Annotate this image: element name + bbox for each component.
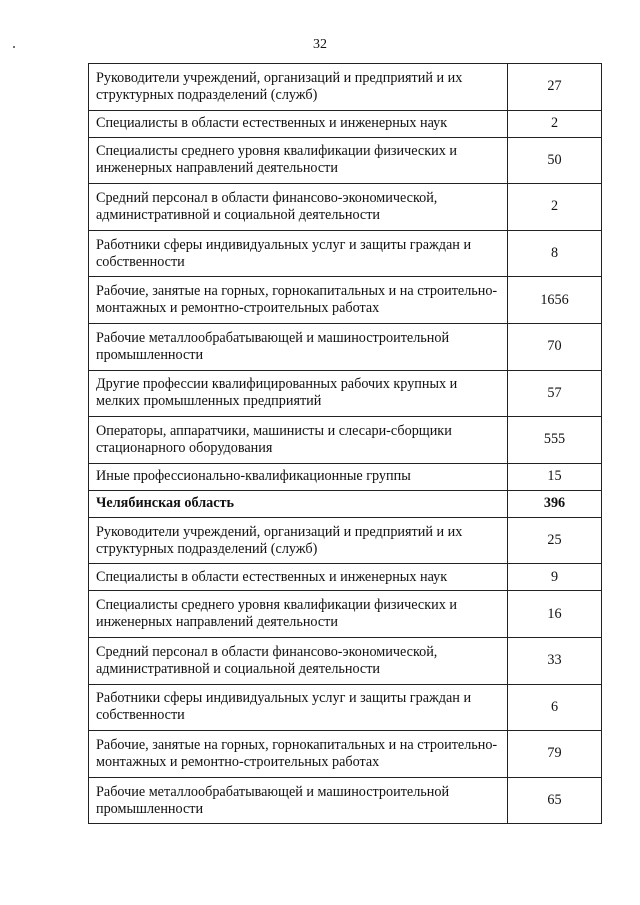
row-value: 2	[508, 110, 602, 137]
row-label: Иные профессионально-квалификационные группы	[89, 463, 508, 490]
row-value: 25	[508, 517, 602, 564]
row-label: Специалисты в области естественных и инженерных наук	[89, 110, 508, 137]
page-number: 32	[313, 37, 327, 52]
row-label: Средний персонал в области финансово-экономической, административной и социальной деятельности	[89, 184, 508, 231]
row-value: 1656	[508, 277, 602, 324]
row-label: Специалисты среднего уровня квалификации физических и инженерных направлений деятельности	[89, 591, 508, 638]
statistics-table	[88, 63, 602, 824]
row-label: Руководители учреждений, организаций и предприятий и их структурных подразделений (служб)	[89, 517, 508, 564]
row-value: 16	[508, 591, 602, 638]
row-value: 2	[508, 184, 602, 231]
row-value: 57	[508, 370, 602, 417]
table-row	[89, 184, 602, 231]
row-label: Рабочие металлообрабатывающей и машиностроительной промышленности	[89, 777, 508, 824]
row-label: Операторы, аппаратчики, машинисты и слесари-сборщики стационарного оборудования	[89, 417, 508, 464]
table-row	[89, 517, 602, 564]
table-row	[89, 64, 602, 111]
row-value: 15	[508, 463, 602, 490]
table-row	[89, 417, 602, 464]
table-row	[89, 731, 602, 778]
row-value: 396	[508, 490, 602, 517]
row-label: Специалисты в области естественных и инженерных наук	[89, 564, 508, 591]
table-row	[89, 110, 602, 137]
row-label: Специалисты среднего уровня квалификации физических и инженерных направлений деятельности	[89, 137, 508, 184]
table-row	[89, 323, 602, 370]
row-label: Другие профессии квалифицированных рабочих крупных и мелких промышленных предприятий	[89, 370, 508, 417]
table-row	[89, 370, 602, 417]
row-value: 27	[508, 64, 602, 111]
table-row	[89, 684, 602, 731]
row-value: 555	[508, 417, 602, 464]
table-row	[89, 230, 602, 277]
table-row	[89, 637, 602, 684]
table-row	[89, 591, 602, 638]
row-value: 50	[508, 137, 602, 184]
row-label: Средний персонал в области финансово-экономической, административной и социальной деятельности	[89, 637, 508, 684]
row-value: 8	[508, 230, 602, 277]
row-value: 65	[508, 777, 602, 824]
row-label: Руководители учреждений, организаций и предприятий и их структурных подразделений (служб)	[89, 64, 508, 111]
table-row-region-total	[89, 490, 602, 517]
table-body	[89, 64, 602, 824]
table-row	[89, 137, 602, 184]
row-label: Рабочие металлообрабатывающей и машиностроительной промышленности	[89, 323, 508, 370]
row-label: Рабочие, занятые на горных, горнокапитальных и на строительно-монтажных и ремонтно-строительных работах	[89, 731, 508, 778]
table-row	[89, 277, 602, 324]
table-row	[89, 463, 602, 490]
row-value: 33	[508, 637, 602, 684]
row-value: 70	[508, 323, 602, 370]
row-value: 79	[508, 731, 602, 778]
table-row	[89, 777, 602, 824]
row-value: 9	[508, 564, 602, 591]
row-label: Работники сферы индивидуальных услуг и защиты граждан и собственности	[89, 230, 508, 277]
table-row	[89, 564, 602, 591]
row-label: Работники сферы индивидуальных услуг и защиты граждан и собственности	[89, 684, 508, 731]
row-label: Рабочие, занятые на горных, горнокапитальных и на строительно-монтажных и ремонтно-строительных работах	[89, 277, 508, 324]
row-value: 6	[508, 684, 602, 731]
row-label: Челябинская область	[89, 490, 508, 517]
